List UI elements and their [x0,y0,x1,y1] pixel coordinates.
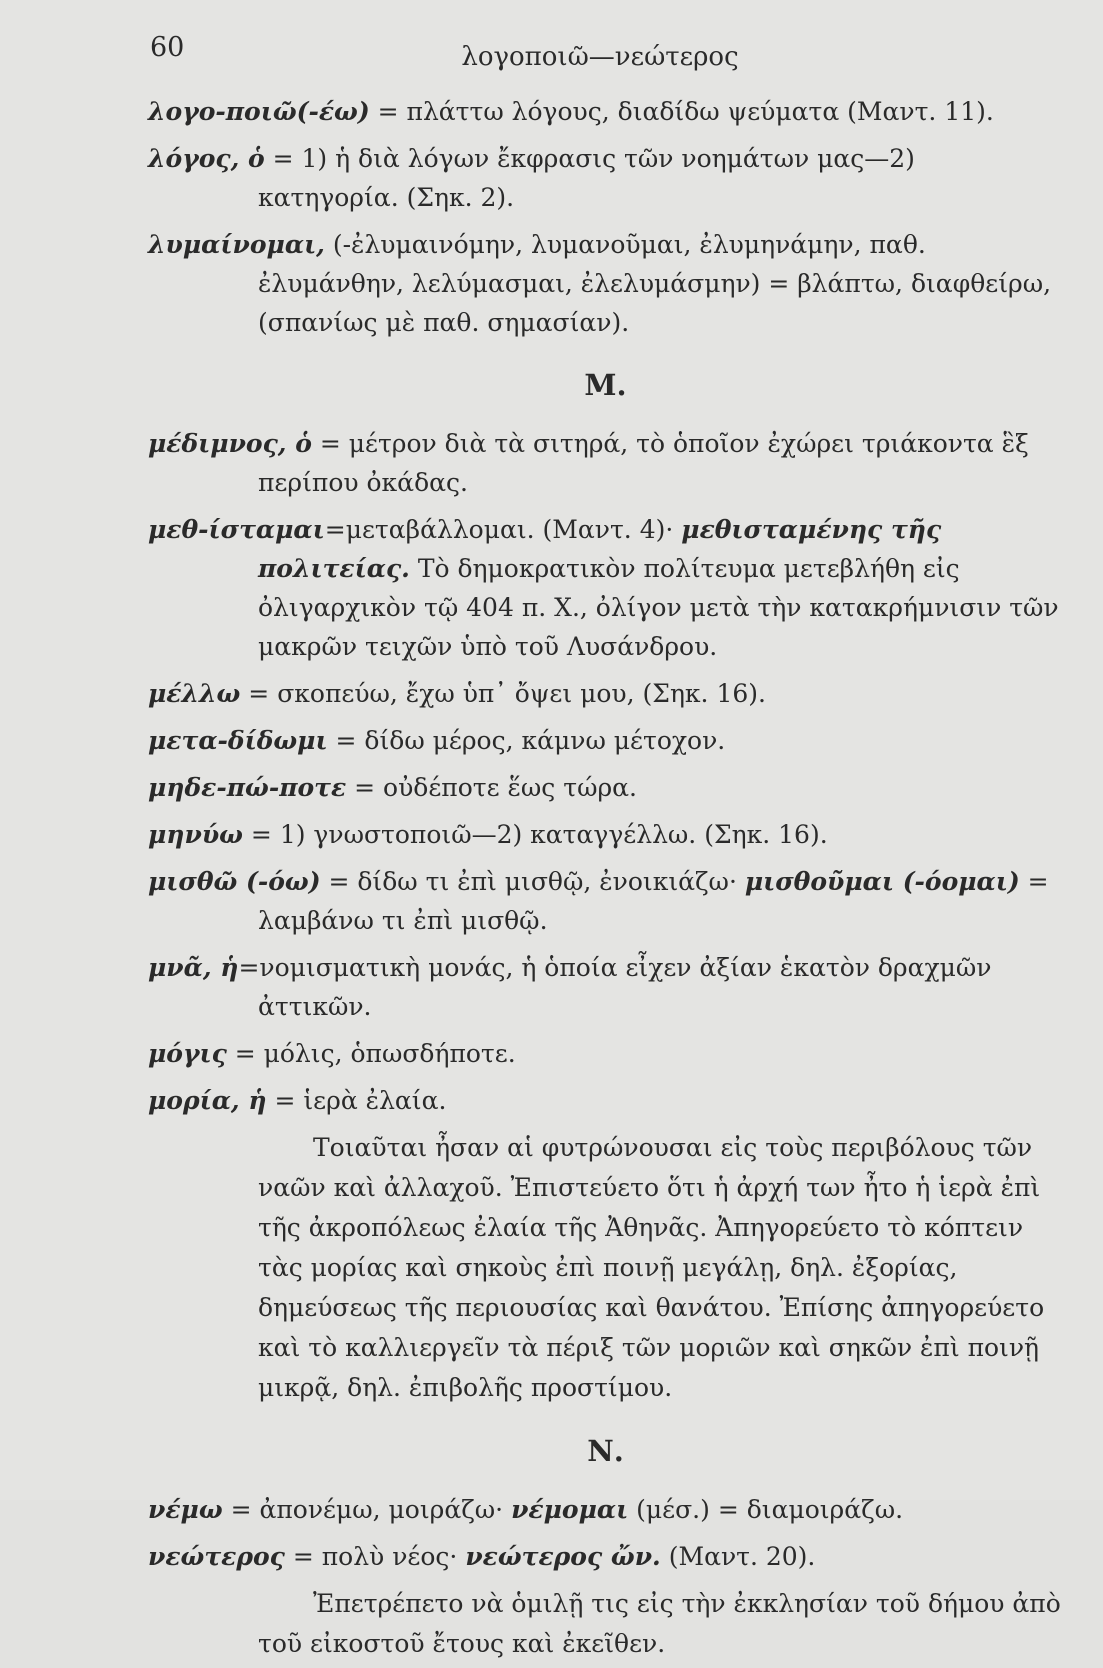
example-phrase: μεθισταμένης τῆς πολιτείας. [258,515,942,583]
entry-logos [148,139,1063,217]
note-text: Ἐπετρέπετο νὰ ὁμιλῇ τις εἰς τὴν ἐκκλησίαν τοῦ δήμου ἀπὸ τοῦ εἰκοστοῦ ἔτους καὶ ἐκεῖθεν. [258,1589,1061,1658]
note-neoteros [148,1584,1063,1664]
dictionary-content [148,92,1063,1668]
definition: = οὐδέποτε ἕως τώρα. [346,773,637,802]
page-number: 60 [150,32,185,63]
entry-logopoio [148,92,1063,131]
entry-neoteros [148,1537,1063,1576]
section-heading-m: Μ. [584,368,627,402]
definition: = 1) ἡ διὰ λόγων ἔκφρασις τῶν νοημάτων μας—2) κατηγορία. (Σηκ. 2). [258,144,915,212]
entry-lymainomai [148,225,1063,342]
definition: = σκοπεύω, ἔχω ὑπ᾽ ὄψει μου, (Σηκ. 16). [240,679,766,708]
definition: = μέτρον διὰ τὰ σιτηρά, τὸ ὁποῖον ἐχώρει τριάκοντα ἓξ περίπου ὀκάδας. [258,429,1029,497]
headword: λόγος, ὁ [148,144,265,173]
entry-medimnos [148,424,1063,502]
headword: μνᾶ, ἡ [148,953,239,982]
note-moria [148,1128,1063,1408]
definition: = δίδω μέρος, κάμνω μέτοχον. [327,726,726,755]
page-header [150,32,1050,82]
entry-mello [148,674,1063,713]
entry-methistamai [148,510,1063,666]
running-head: λογοποιῶ—νεώτερος [461,42,739,72]
entry-moria [148,1081,1063,1120]
derived-form: μισθοῦμαι (-όομαι) [744,867,1020,896]
definition-continued: (Μαντ. 20). [660,1542,816,1571]
definition: = δίδω τι ἐπὶ μισθῷ, ἐνοικιάζω· [320,867,745,896]
entry-mogis [148,1034,1063,1073]
entry-metadidomi [148,721,1063,760]
entry-mna [148,948,1063,1026]
headword: λογο-ποιῶ(-έω) [148,97,370,126]
headword: μετα-δίδωμι [148,726,328,755]
example-phrase: νεώτερος ὤν. [465,1542,661,1571]
headword: μέδιμνος, ὁ [148,429,312,458]
definition: = ἀπονέμω, μοιράζω· [222,1495,512,1524]
definition-continued: Τὸ δημοκρατικὸν πολίτευμα μετεβλήθη εἰς ὀλιγαρχικὸν τῷ 404 π. Χ., ὀλίγον μετὰ τὴν κατακρήμνισιν τῶν μακρῶν τειχῶν ὑπὸ τοῦ Λυσάνδρου. [258,554,1059,661]
headword: νεώτερος [148,1542,285,1571]
definition: = μόλις, ὁπωσδήποτε. [226,1039,516,1068]
definition: = 1) γνωστοποιῶ—2) καταγγέλλω. (Σηκ. 16). [242,820,828,849]
definition: =νομισματικὴ μονάς, ἡ ὁποία εἶχεν ἀξίαν ἑκατὸν δραχμῶν ἀττικῶν. [238,953,992,1021]
entry-menyo [148,815,1063,854]
derived-form: νέμομαι [511,1495,629,1524]
headword: μισθῶ (-όω) [148,867,321,896]
entry-medepopote [148,768,1063,807]
definition-continued: = λαμβάνω τι ἐπὶ μισθῷ. [258,867,1049,935]
section-heading-n: Ν. [587,1434,624,1468]
headword: νέμω [148,1495,223,1524]
headword: μηνύω [148,820,243,849]
definition: = ἱερὰ ἐλαία. [266,1086,447,1115]
headword: μόγις [148,1039,227,1068]
headword: μεθ-ίσταμαι [148,515,325,544]
headword: μηδε-πώ-ποτε [148,773,347,802]
definition-continued: (μέσ.) = διαμοιράζω. [628,1495,904,1524]
headword: λυμαίνομαι, [148,230,325,259]
definition: = πολὺ νέος· [284,1542,466,1571]
entry-mistho [148,862,1063,940]
headword: μέλλω [148,679,241,708]
definition: = πλάττω λόγους, διαδίδω ψεύματα (Μαντ. 11). [369,97,994,126]
note-text: Τοιαῦται ἦσαν αἱ φυτρώνουσαι εἰς τοὺς περιβόλους τῶν ναῶν καὶ ἀλλαχοῦ. Ἐπιστεύετο ὅτι ἡ ἀρχή των ἦτο ἡ ἱερὰ ἐπὶ τῆς ἀκροπόλεως ἐλαία τῆς Ἀθηνᾶς. Ἀπηγορεύετο τὸ κόπτειν τὰς μορίας καὶ σηκοὺς ἐπὶ ποινῇ μεγάλῃ, δηλ. ἐξορίας, δημεύσεως τῆς περιουσίας καὶ θανάτου. Ἐπίσης ἀπηγορεύετο καὶ τὸ καλλιεργεῖν τὰ πέριξ τῶν μοριῶν καὶ σηκῶν ἐπὶ ποινῇ μικρᾷ, δηλ. ἐπιβολῆς προστίμου. [258,1133,1045,1402]
headword: μορία, ἡ [148,1086,267,1115]
entry-nemo [148,1490,1063,1529]
definition: =μεταβάλλομαι. (Μαντ. 4)· [324,515,682,544]
definition: (-ἐλυμαινόμην, λυμανοῦμαι, ἐλυμηνάμην, παθ. ἐλυμάνθην, λελύμασμαι, ἐλελυμάσμην) = βλάπτω, διαφθείρω, (σπανίως μὲ παθ. σημασίαν). [258,230,1052,337]
